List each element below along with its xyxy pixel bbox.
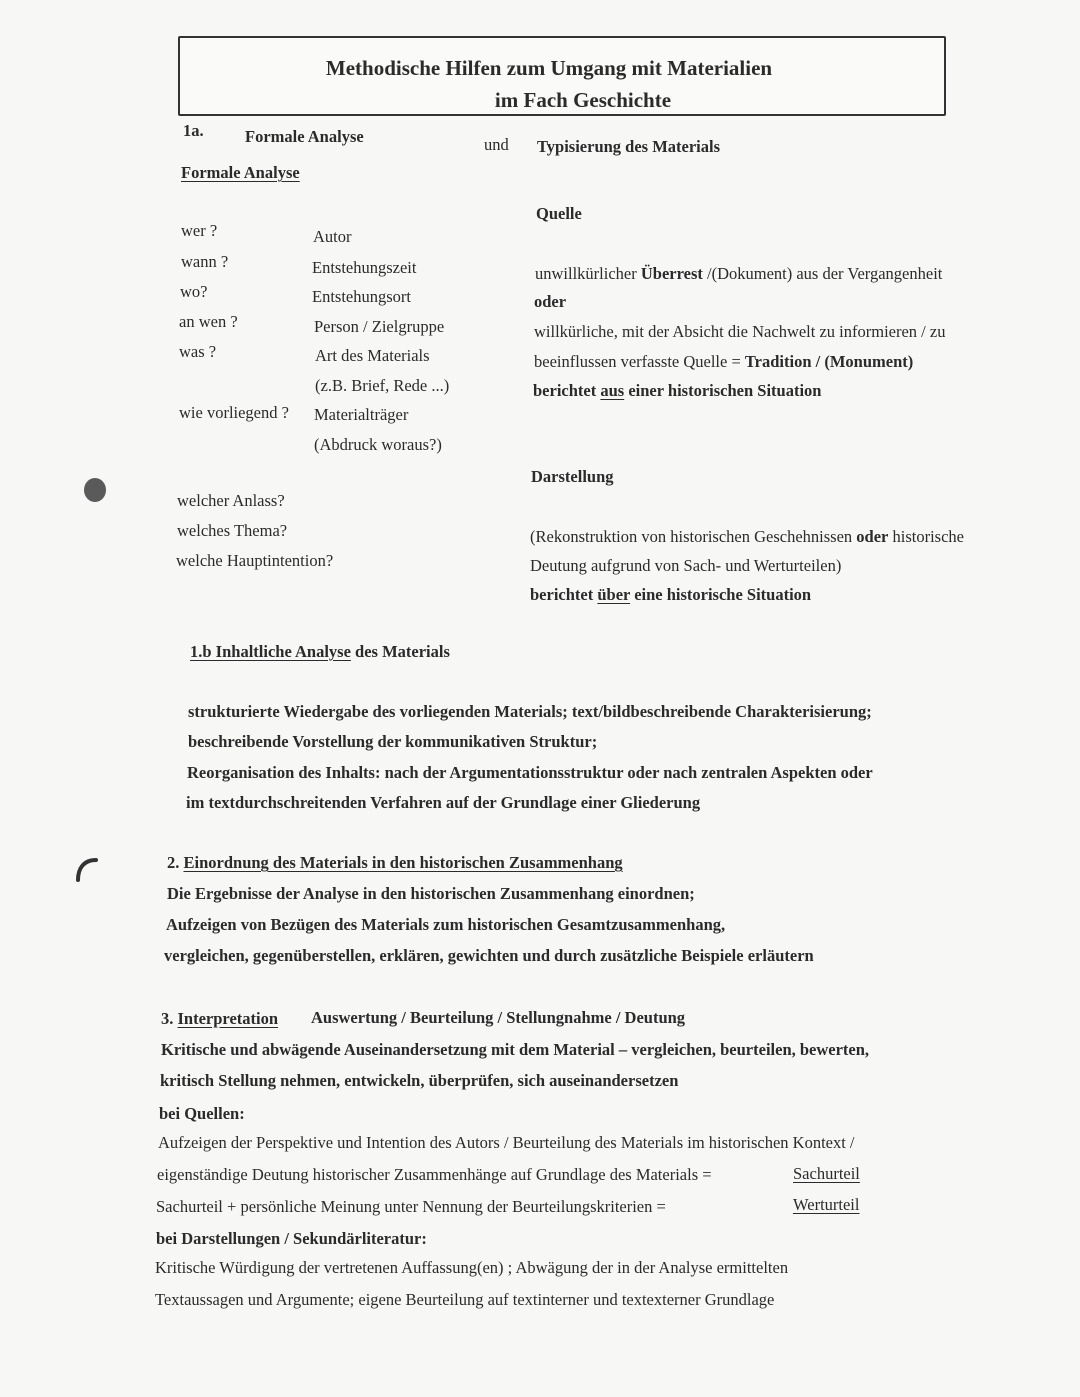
quelle-line-4: beeinflussen verfasste Quelle = Tradition / (Monument): [534, 352, 914, 371]
quelle-line-1: unwillkürlicher Überrest /(Dokument) aus der Vergangenheit: [535, 264, 943, 283]
section-3-bold-line: kritisch Stellung nehmen, entwickeln, überprüfen, sich auseinandersetzen: [160, 1071, 679, 1090]
darstellung-line-2: Deutung aufgrund von Sach- und Werturteilen): [530, 556, 842, 575]
question-answer: Autor: [313, 227, 352, 246]
darstellung-line-3: berichtet über eine historische Situation: [530, 585, 812, 604]
extra-question: welches Thema?: [177, 521, 288, 540]
quellen-line: Sachurteil + persönliche Meinung unter Nennung der Beurteilungskriterien =: [156, 1197, 666, 1216]
question-label: wann ?: [181, 252, 229, 271]
darstellungen-line: Textaussagen und Argumente; eigene Beurteilung auf textinterner und textexterner Grundlage: [155, 1290, 775, 1309]
question-answer: Art des Materials: [315, 346, 430, 365]
section-3-heading-rest: Auswertung / Beurteilung / Stellungnahme / Deutung: [311, 1008, 686, 1027]
section-1b-line: im textdurchschreitenden Verfahren auf der Grundlage einer Gliederung: [186, 793, 701, 812]
section-1a-heading: Formale Analyse: [245, 127, 364, 146]
section-1b-line: beschreibende Vorstellung der kommunikativen Struktur;: [188, 732, 598, 751]
question-label: wer ?: [181, 221, 218, 240]
section-1b-heading: 1.b Inhaltliche Analyse des Materials: [190, 642, 450, 661]
quelle-heading: Quelle: [536, 204, 582, 223]
question-answer: Entstehungsort: [312, 287, 411, 306]
question-label: an wen ?: [179, 312, 238, 331]
question-answer: (Abdruck woraus?): [314, 435, 442, 454]
section-1b-line: strukturierte Wiedergabe des vorliegenden Materials; text/bildbeschreibende Charakterisierung;: [188, 702, 872, 721]
formale-analyse-subheading: Formale Analyse: [181, 163, 300, 182]
typisierung-heading: Typisierung des Materials: [537, 137, 721, 156]
quelle-line-3: willkürliche, mit der Absicht die Nachwelt zu informieren / zu: [534, 322, 946, 341]
section-1a-number: 1a.: [183, 121, 204, 140]
quellen-line: Aufzeigen der Perspektive und Intention des Autors / Beurteilung des Materials im historischen Kontext /: [158, 1133, 855, 1152]
section-2-line: Die Ergebnisse der Analyse in den historischen Zusammenhang einordnen;: [167, 884, 695, 903]
hole-punch-mark: [84, 478, 106, 502]
darstellung-line-1: (Rekonstruktion von historischen Geschehnissen oder historische: [530, 527, 964, 546]
scan-hook-mark: [70, 856, 100, 884]
section-2-line: vergleichen, gegenüberstellen, erklären, gewichten und durch zusätzliche Beispiele erläutern: [164, 946, 814, 965]
quellen-label: bei Quellen:: [159, 1104, 245, 1123]
darstellung-heading: Darstellung: [531, 467, 614, 486]
question-label: was ?: [179, 342, 217, 361]
extra-question: welche Hauptintention?: [176, 551, 334, 570]
question-answer: (z.B. Brief, Rede ...): [315, 376, 450, 395]
quellen-line: eigenständige Deutung historischer Zusammenhänge auf Grundlage des Materials =: [157, 1165, 712, 1184]
darstellungen-line: Kritische Würdigung der vertretenen Auffassung(en) ; Abwägung der in der Analyse ermittelten: [155, 1258, 789, 1277]
question-answer: Person / Zielgruppe: [314, 317, 445, 336]
section-3-heading: 3. Interpretation: [161, 1009, 279, 1028]
section-2-heading: 2. Einordnung des Materials in den historischen Zusammenhang: [167, 853, 623, 872]
sachurteil-label: Sachurteil: [793, 1164, 860, 1183]
darstellungen-label: bei Darstellungen / Sekundärliteratur:: [156, 1229, 427, 1248]
quelle-oder: oder: [534, 292, 567, 311]
question-answer: Entstehungszeit: [312, 258, 417, 277]
extra-question: welcher Anlass?: [177, 491, 285, 510]
title-box: [178, 36, 946, 116]
und-label: und: [484, 135, 509, 154]
section-3-bold-line: Kritische und abwägende Auseinandersetzung mit dem Material – vergleichen, beurteilen, bewerten,: [161, 1040, 870, 1059]
page-title: Methodische Hilfen zum Umgang mit Materialien: [325, 56, 773, 80]
werturteil-label: Werturteil: [793, 1195, 860, 1214]
question-label: wo?: [180, 282, 208, 301]
page-subtitle: im Fach Geschichte: [494, 88, 672, 112]
section-2-line: Aufzeigen von Bezügen des Materials zum historischen Gesamtzusammenhang,: [166, 915, 726, 934]
question-label: wie vorliegend ?: [179, 403, 289, 422]
section-1b-line: Reorganisation des Inhalts: nach der Argumentationsstruktur oder nach zentralen Aspekten oder: [187, 763, 873, 782]
quelle-line-5: berichtet aus einer historischen Situation: [533, 381, 822, 400]
question-answer: Materialträger: [314, 405, 409, 424]
